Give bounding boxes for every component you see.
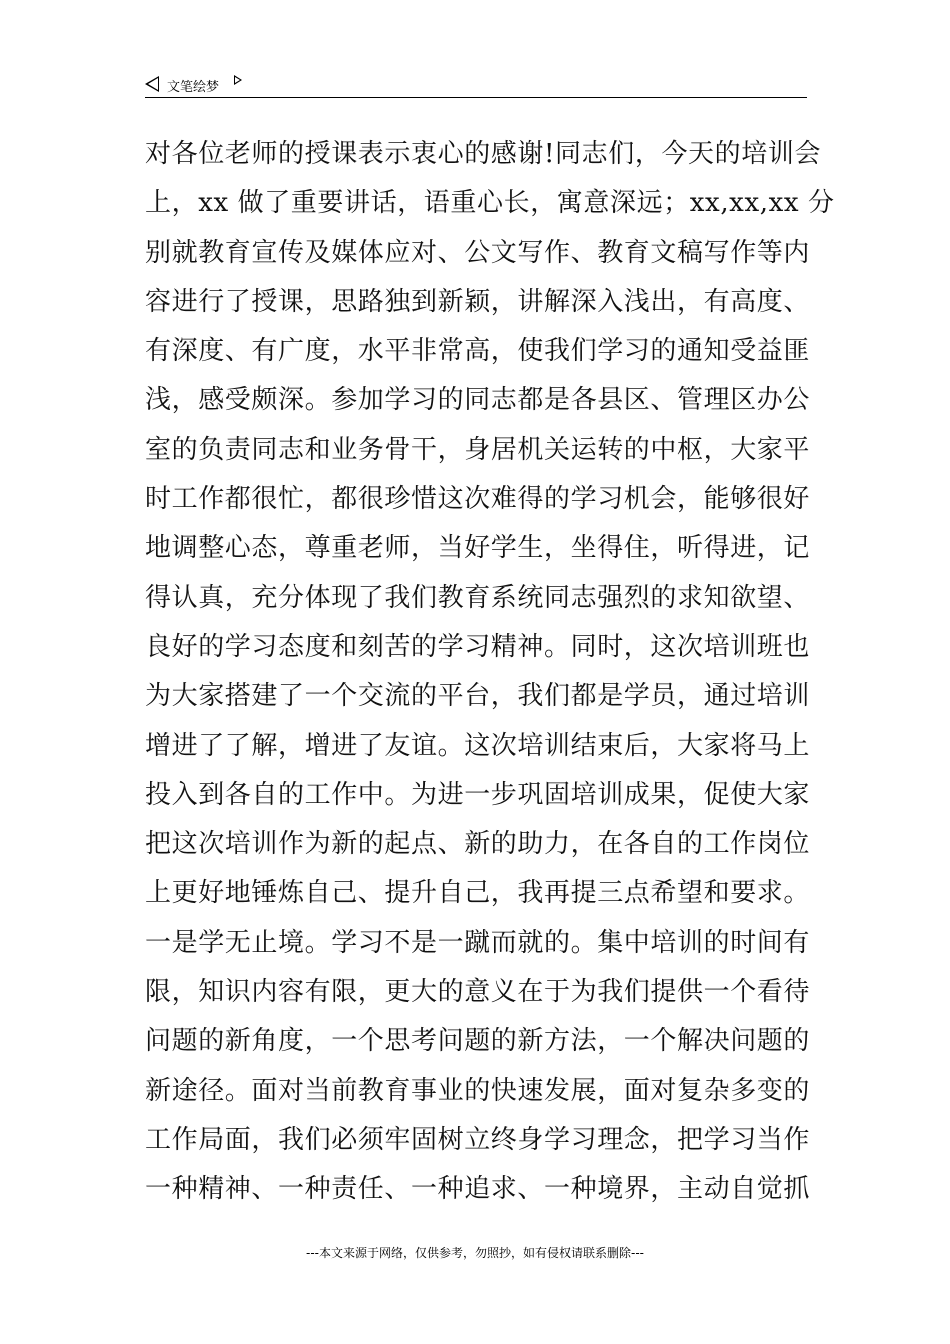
body-text-line: 一是学无止境。学习不是一蹴而就的。集中培训的时间有 — [145, 927, 811, 958]
body-text-line: 浅，感受颇深。参加学习的同志都是各县区、管理区办公 — [145, 385, 811, 416]
body-text-line: 一种精神、一种责任、一种追求、一种境界，主动自觉抓 — [145, 1174, 811, 1205]
body-text-line: 增进了了解，增进了友谊。这次培训结束后，大家将马上 — [145, 730, 811, 761]
body-text-line: 得认真，充分体现了我们教育系统同志强烈的求知欲望、 — [145, 582, 811, 613]
body-text-line: 对各位老师的授课表示衷心的感谢!同志们，今天的培训会 — [145, 139, 822, 169]
body-text-line: 别就教育宣传及媒体应对、公文写作、教育文稿写作等内 — [145, 237, 811, 268]
body-text-line: 为大家搭建了一个交流的平台，我们都是学员，通过培训 — [145, 681, 811, 712]
body-text-line: 有深度、有广度，水平非常高，使我们学习的通知受益匪 — [145, 336, 811, 367]
header-title: 文笔绘梦 — [167, 80, 220, 95]
body-text-line: 问题的新角度，一个思考问题的新方法，一个解决问题的 — [145, 1026, 811, 1057]
footer-disclaimer: ---本文来源于网络，仅供参考，勿照抄，如有侵权请联系删除--- — [306, 1246, 644, 1260]
body-text-line: 新途径。面对当前教育事业的快速发展，面对复杂多变的 — [145, 1075, 811, 1106]
body-text-line: 把这次培训作为新的起点、新的助力，在各自的工作岗位 — [145, 829, 811, 860]
body-text-line: 上，xx 做了重要讲话，语重心长，寓意深远；xx,xx,xx 分 — [145, 188, 835, 219]
body-text-line: 工作局面，我们必须牢固树立终身学习理念，把学习当作 — [145, 1124, 811, 1155]
body-text-line: 容进行了授课，思路独到新颖，讲解深入浅出，有高度、 — [145, 286, 811, 317]
body-text-line: 上更好地锤炼自己、提升自己，我再提三点希望和要求。 — [145, 878, 811, 909]
body-text-line: 良好的学习态度和刻苦的学习精神。同时，这次培训班也 — [145, 631, 811, 662]
header-divider — [145, 97, 807, 98]
body-text-line: 地调整心态，尊重老师，当好学生，坐得住，听得进，记 — [145, 533, 811, 564]
triangle-left-icon — [145, 76, 159, 92]
triangle-right-icon — [234, 75, 242, 85]
body-text-line: 限，知识内容有限，更大的意义在于为我们提供一个看待 — [145, 977, 811, 1008]
body-text-line: 时工作都很忙，都很珍惜这次难得的学习机会，能够很好 — [145, 484, 811, 515]
document-body — [145, 130, 835, 1215]
body-text-line: 室的负责同志和业务骨干，身居机关运转的中枢，大家平 — [145, 434, 811, 465]
body-text-line: 投入到各自的工作中。为进一步巩固培训成果，促使大家 — [145, 779, 811, 810]
page-header — [145, 72, 807, 98]
